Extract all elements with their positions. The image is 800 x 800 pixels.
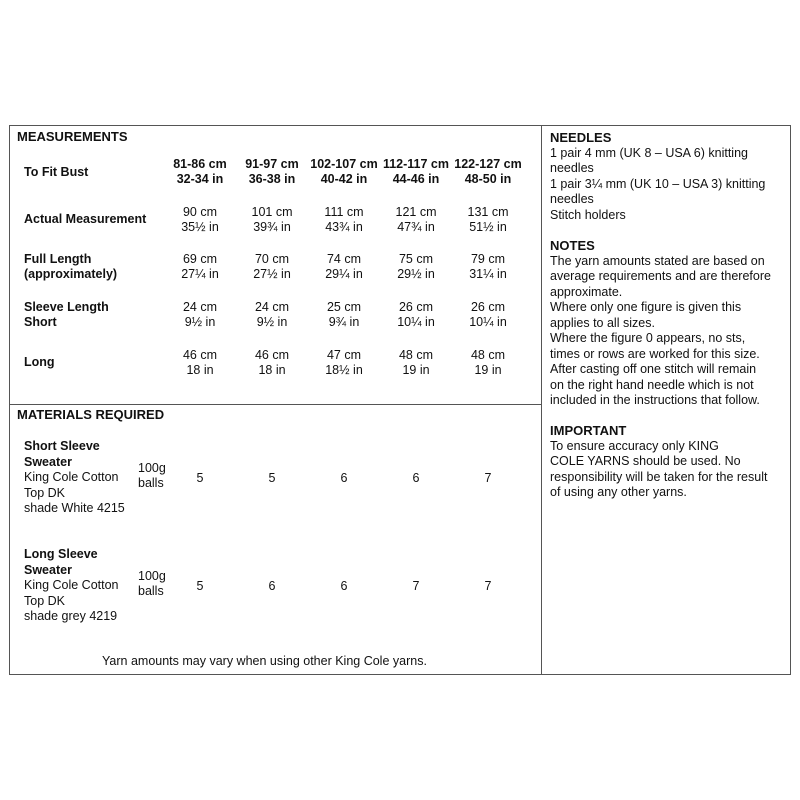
material-balls-value: 5 (268, 471, 276, 485)
text-line: COLE YARNS should be used. No (550, 454, 741, 468)
value-cm: 48 cm (470, 348, 506, 362)
value-in: 19 in (402, 363, 430, 377)
text-line: approximate. (550, 284, 623, 299)
value-cm: 75 cm (398, 252, 434, 266)
sleeve-short-label: Short (24, 315, 57, 329)
value-in: 9¾ in (328, 315, 360, 329)
text-line: Stitch holders (550, 207, 626, 222)
value-cm: 101 cm (251, 205, 293, 219)
text-line: on the right hand needle which is not (550, 377, 754, 392)
material-balls-value: 7 (484, 471, 492, 485)
text-line: average requirements and are therefore (550, 269, 771, 283)
material-unit: 100g (138, 461, 166, 475)
value-in: 29½ in (397, 267, 435, 281)
value-in: 31¼ in (469, 267, 507, 281)
text-line: After casting off one stitch will remain (550, 362, 757, 376)
value-in: 19 in (474, 363, 502, 377)
full-length-sublabel: (approximately) (24, 267, 118, 281)
value-in: 27¼ in (181, 267, 219, 281)
text-line: times or rows are worked for this size. (550, 346, 760, 361)
text-line: needles (550, 192, 594, 206)
material-balls-value: 6 (412, 471, 420, 485)
column-divider (541, 125, 542, 675)
value-cm: 26 cm (398, 300, 434, 314)
notes-heading: NOTES (550, 238, 595, 253)
text-line: 1 pair 4 mm (UK 8 – USA 6) knitting (550, 145, 748, 160)
material-balls-value: 7 (484, 579, 492, 593)
value-in: 18½ in (325, 363, 363, 377)
material-balls-value: 6 (340, 471, 348, 485)
measurements-heading: MEASUREMENTS (17, 129, 128, 144)
material-line: shade White 4215 (24, 501, 125, 515)
material-balls-value: 5 (196, 579, 204, 593)
value-cm: 26 cm (470, 300, 506, 314)
material-line: shade grey 4219 (24, 609, 118, 623)
text-line: responsibility will be taken for the result (550, 469, 768, 484)
value-in: 35½ in (181, 220, 219, 234)
value-cm: 69 cm (182, 252, 218, 266)
text-line: of using any other yarns. (550, 485, 687, 499)
value-in: 18 in (258, 363, 286, 377)
value-cm: 24 cm (254, 300, 290, 314)
material-line: Sweater (24, 562, 72, 577)
material-line: Sweater (24, 454, 72, 469)
value-in: 51½ in (469, 220, 507, 234)
material-line: Top DK (24, 593, 65, 608)
material-unit: 100g (138, 569, 166, 583)
notes-section (550, 238, 790, 409)
sleeve-length-label: Sleeve Length (24, 300, 109, 314)
value-in: 27½ in (253, 267, 291, 281)
material-line: Short Sleeve (24, 439, 100, 453)
value-cm: 91-97 cm (245, 157, 299, 171)
text-line: 1 pair 3¼ mm (UK 10 – USA 3) knitting (550, 176, 766, 191)
value-cm: 81-86 cm (173, 157, 227, 171)
value-in: 32-34 in (176, 172, 224, 186)
value-cm: 25 cm (326, 300, 362, 314)
material-balls-value: 7 (412, 579, 420, 593)
value-in: 29¼ in (325, 267, 363, 281)
yarn-footnote: Yarn amounts may vary when using other King Cole yarns. (102, 654, 427, 668)
value-cm: 48 cm (398, 348, 434, 362)
value-in: 48-50 in (464, 172, 512, 186)
value-cm: 121 cm (395, 205, 437, 219)
value-cm: 131 cm (467, 205, 509, 219)
value-cm: 79 cm (470, 252, 506, 266)
material-unit: balls (138, 584, 164, 598)
value-in: 10¼ in (469, 315, 507, 329)
value-in: 9½ in (256, 315, 288, 329)
needles-heading: NEEDLES (550, 130, 612, 145)
material-line: King Cole Cotton (24, 578, 119, 592)
text-line: Where the figure 0 appears, no sts, (550, 331, 746, 345)
to-fit-bust-label: To Fit Bust (24, 165, 89, 179)
value-in: 40-42 in (320, 172, 368, 186)
material-balls-value: 6 (340, 579, 348, 593)
important-heading: IMPORTANT (550, 423, 627, 438)
value-cm: 46 cm (182, 348, 218, 362)
value-in: 44-46 in (392, 172, 440, 186)
text-line: included in the instructions that follow. (550, 393, 760, 407)
value-cm: 46 cm (254, 348, 290, 362)
full-length-label: Full Length (24, 252, 92, 266)
material-line: Top DK (24, 485, 65, 500)
value-cm: 24 cm (182, 300, 218, 314)
needles-section (550, 130, 790, 223)
material-unit: balls (138, 476, 164, 490)
value-in: 36-38 in (248, 172, 296, 186)
value-cm: 111 cm (324, 205, 364, 219)
important-section (550, 423, 790, 501)
value-in: 39¾ in (253, 220, 291, 234)
value-cm: 47 cm (326, 348, 362, 362)
material-balls-value: 6 (268, 579, 276, 593)
value-cm: 112-117 cm (382, 157, 450, 171)
value-cm: 74 cm (326, 252, 362, 266)
materials-heading: MATERIALS REQUIRED (17, 407, 165, 422)
value-in: 10¼ in (397, 315, 435, 329)
actual-measurement-label: Actual Measurement (24, 212, 147, 226)
text-line: needles (550, 161, 594, 175)
value-in: 9½ in (184, 315, 216, 329)
value-in: 43¾ in (325, 220, 363, 234)
section-divider (9, 404, 542, 405)
material-balls-value: 5 (196, 471, 204, 485)
text-line: The yarn amounts stated are based on (550, 253, 765, 268)
value-cm: 102-107 cm (310, 157, 378, 171)
text-line: To ensure accuracy only KING (550, 438, 719, 453)
value-cm: 90 cm (182, 205, 218, 219)
sleeve-long-label: Long (24, 355, 55, 369)
text-line: Where only one figure is given this (550, 300, 742, 314)
value-cm: 122-127 cm (454, 157, 522, 171)
value-cm: 70 cm (254, 252, 290, 266)
text-line: applies to all sizes. (550, 315, 655, 330)
value-in: 47¾ in (397, 220, 435, 234)
material-line: Long Sleeve (24, 547, 98, 561)
material-line: King Cole Cotton (24, 470, 119, 484)
value-in: 18 in (186, 363, 214, 377)
